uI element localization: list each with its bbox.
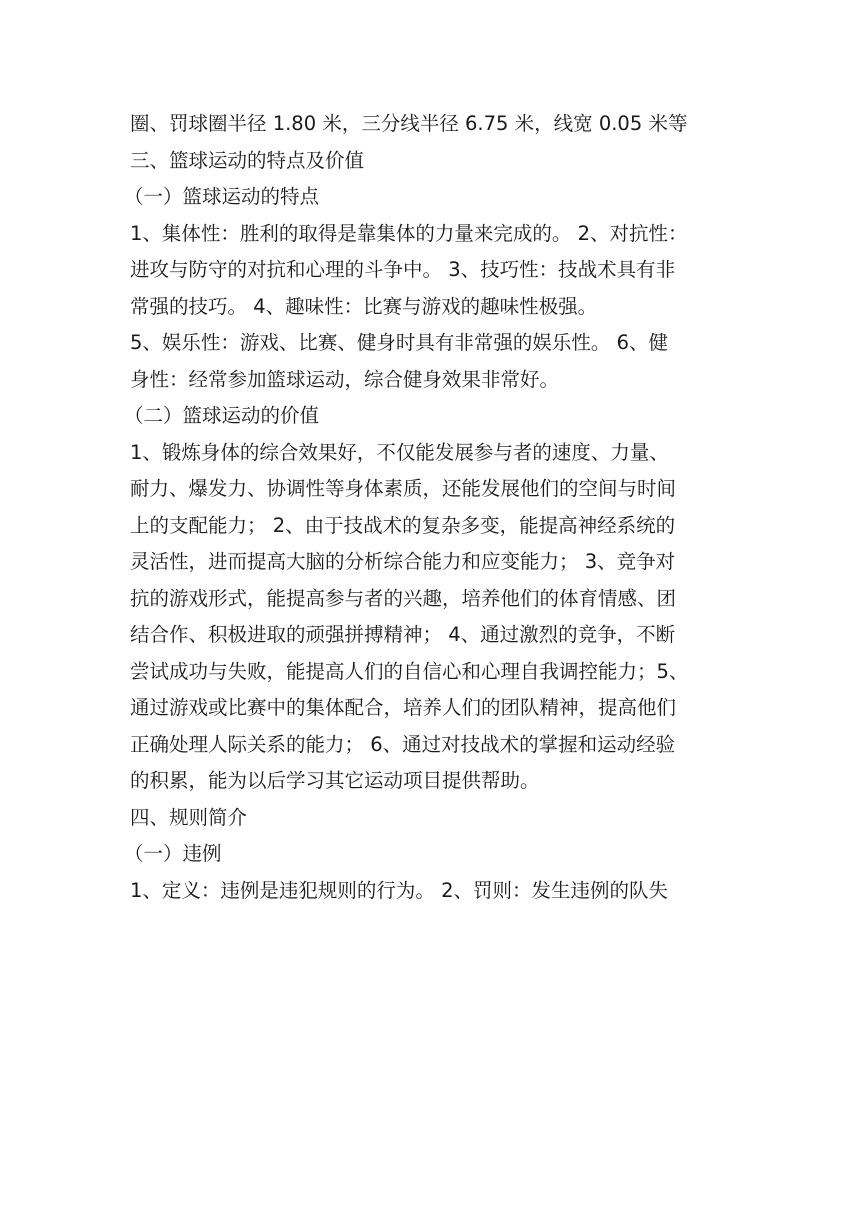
- paragraph-line: 1、锻炼身体的综合效果好，不仅能发展参与者的速度、力量、: [130, 440, 669, 464]
- section-heading: 三、篮球运动的特点及价值: [130, 148, 365, 172]
- paragraph-line: 身性：经常参加篮球运动，综合健身效果非常好。: [130, 367, 560, 391]
- subsection-heading: （一）违例: [124, 842, 222, 865]
- section-heading: 四、规则简介: [130, 805, 248, 829]
- paragraph-line: 抗的游戏形式，能提高参与者的兴趣，培养他们的体育情感、团: [130, 586, 677, 610]
- paragraph-line: 1、定义：违例是违犯规则的行为。 2、罚则：发生违例的队失: [130, 878, 669, 902]
- paragraph-line: 5、娱乐性：游戏、比赛、健身时具有非常强的娱乐性。 6、健: [130, 331, 669, 354]
- paragraph-line: 上的支配能力； 2、由于技战术的复杂多变，能提高神经系统的: [130, 513, 676, 537]
- paragraph-line: 灵活性，进而提高大脑的分析综合能力和应变能力； 3、竞争对: [130, 550, 676, 573]
- paragraph-line: 尝试成功与失败，能提高人们的自信心和心理自我调控能力；5、: [130, 659, 689, 683]
- paragraph-line: 的积累，能为以后学习其它运动项目提供帮助。: [130, 769, 540, 792]
- paragraph-line: 1、集体性：胜利的取得是靠集体的力量来完成的。 2、对抗性：: [130, 221, 688, 245]
- paragraph-line: 常强的技巧。 4、趣味性：比赛与游戏的趣味性极强。: [130, 294, 598, 318]
- paragraph-line: 结合作、积极进取的顽强拼搏精神； 4、通过激烈的竞争，不断: [130, 623, 676, 646]
- paragraph-line: 耐力、爆发力、协调性等身体素质，还能发展他们的空间与时间: [130, 477, 677, 500]
- paragraph-line: 通过游戏或比赛中的集体配合，培养人们的团队精神，提高他们: [130, 696, 677, 719]
- paragraph-line: 圈、罚球圈半径 1.80 米，三分线半径 6.75 米，线宽 0.05 米等: [130, 112, 688, 135]
- document-page: [124, 106, 730, 909]
- subsection-heading: （一）篮球运动的特点: [124, 185, 320, 208]
- paragraph-line: 正确处理人际关系的能力； 6、通过对技战术的掌握和运动经验: [130, 732, 676, 756]
- paragraph-line: 进攻与防守的对抗和心理的斗争中。 3、技巧性：技战术具有非: [130, 258, 676, 281]
- subsection-heading: （二）篮球运动的价值: [124, 404, 320, 427]
